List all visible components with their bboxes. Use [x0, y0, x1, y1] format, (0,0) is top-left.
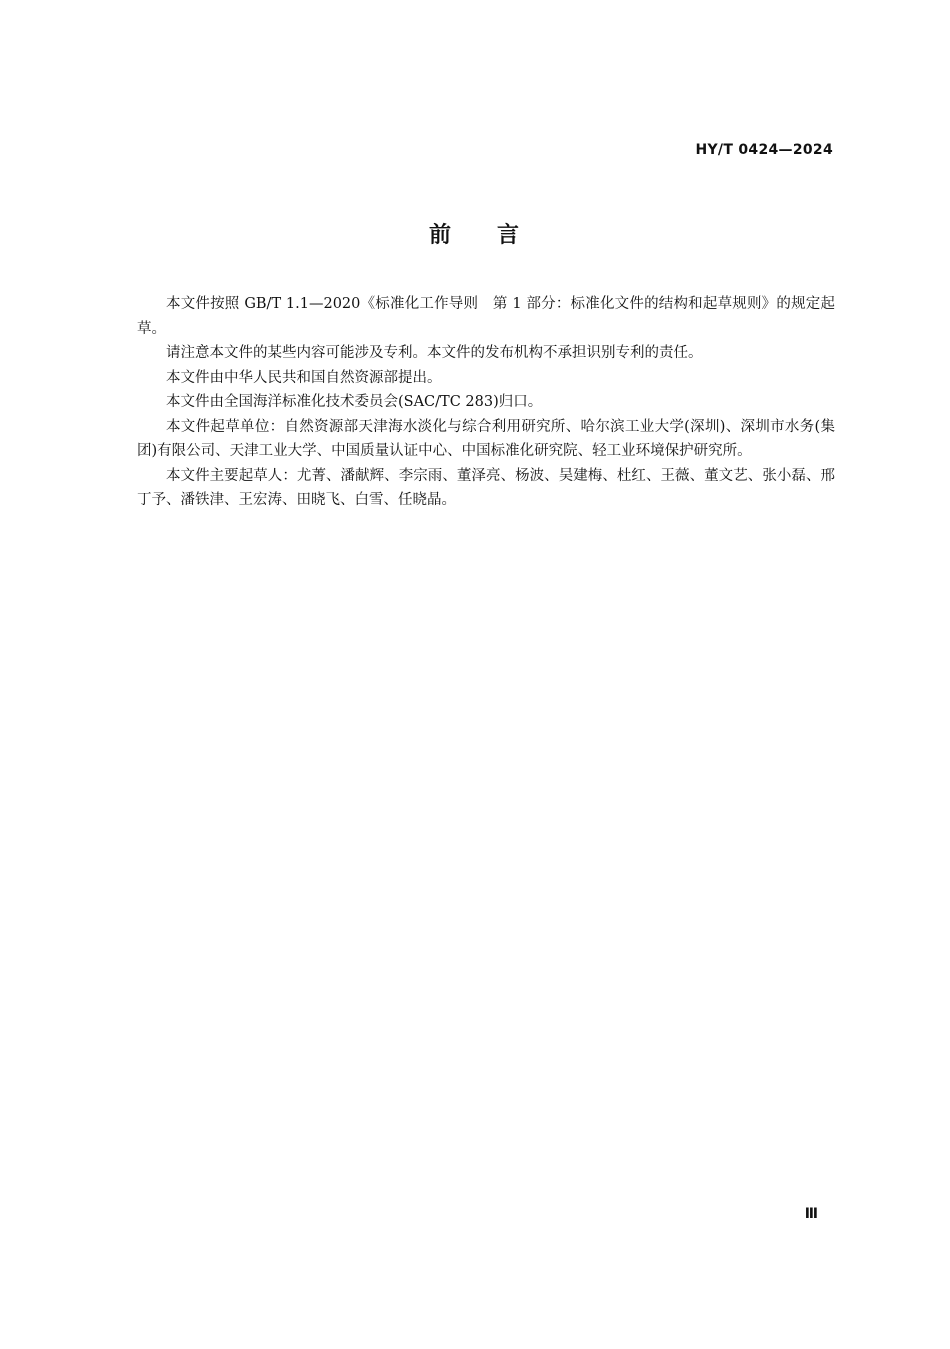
title-char-1: 前 — [428, 223, 453, 248]
paragraph-drafting-rules: 本文件按照 GB/T 1.1—2020《标准化工作导则 第 1 部分：标准化文件的结构和起草规则》的规定起草。 — [137, 296, 835, 337]
paragraph-drafters: 本文件主要起草人：尤菁、潘献辉、李宗雨、董泽亮、杨波、吴建梅、杜红、王薇、董文艺、张小磊、邢丁予、潘铁津、王宏涛、田晓飞、白雪、任晓晶。 — [137, 467, 835, 508]
page-number: Ⅲ — [804, 1206, 818, 1222]
preface-body — [137, 292, 835, 513]
title-char-2: 言 — [497, 223, 522, 248]
standard-code: HY/T 0424—2024 — [695, 142, 833, 158]
paragraph-patent-notice: 请注意本文件的某些内容可能涉及专利。本文件的发布机构不承担识别专利的责任。 — [166, 345, 703, 361]
page-title — [0, 218, 950, 249]
paragraph-technical-committee: 本文件由全国海洋标准化技术委员会(SAC/TC 283)归口。 — [166, 394, 543, 410]
paragraph-proposer: 本文件由中华人民共和国自然资源部提出。 — [166, 369, 442, 386]
paragraph-drafting-units: 本文件起草单位：自然资源部天津海水淡化与综合利用研究所、哈尔滨工业大学(深圳)、深圳市水务(集团)有限公司、天津工业大学、中国质量认证中心、中国标准化研究院、轻工业环境保护研究所。 — [137, 418, 835, 459]
